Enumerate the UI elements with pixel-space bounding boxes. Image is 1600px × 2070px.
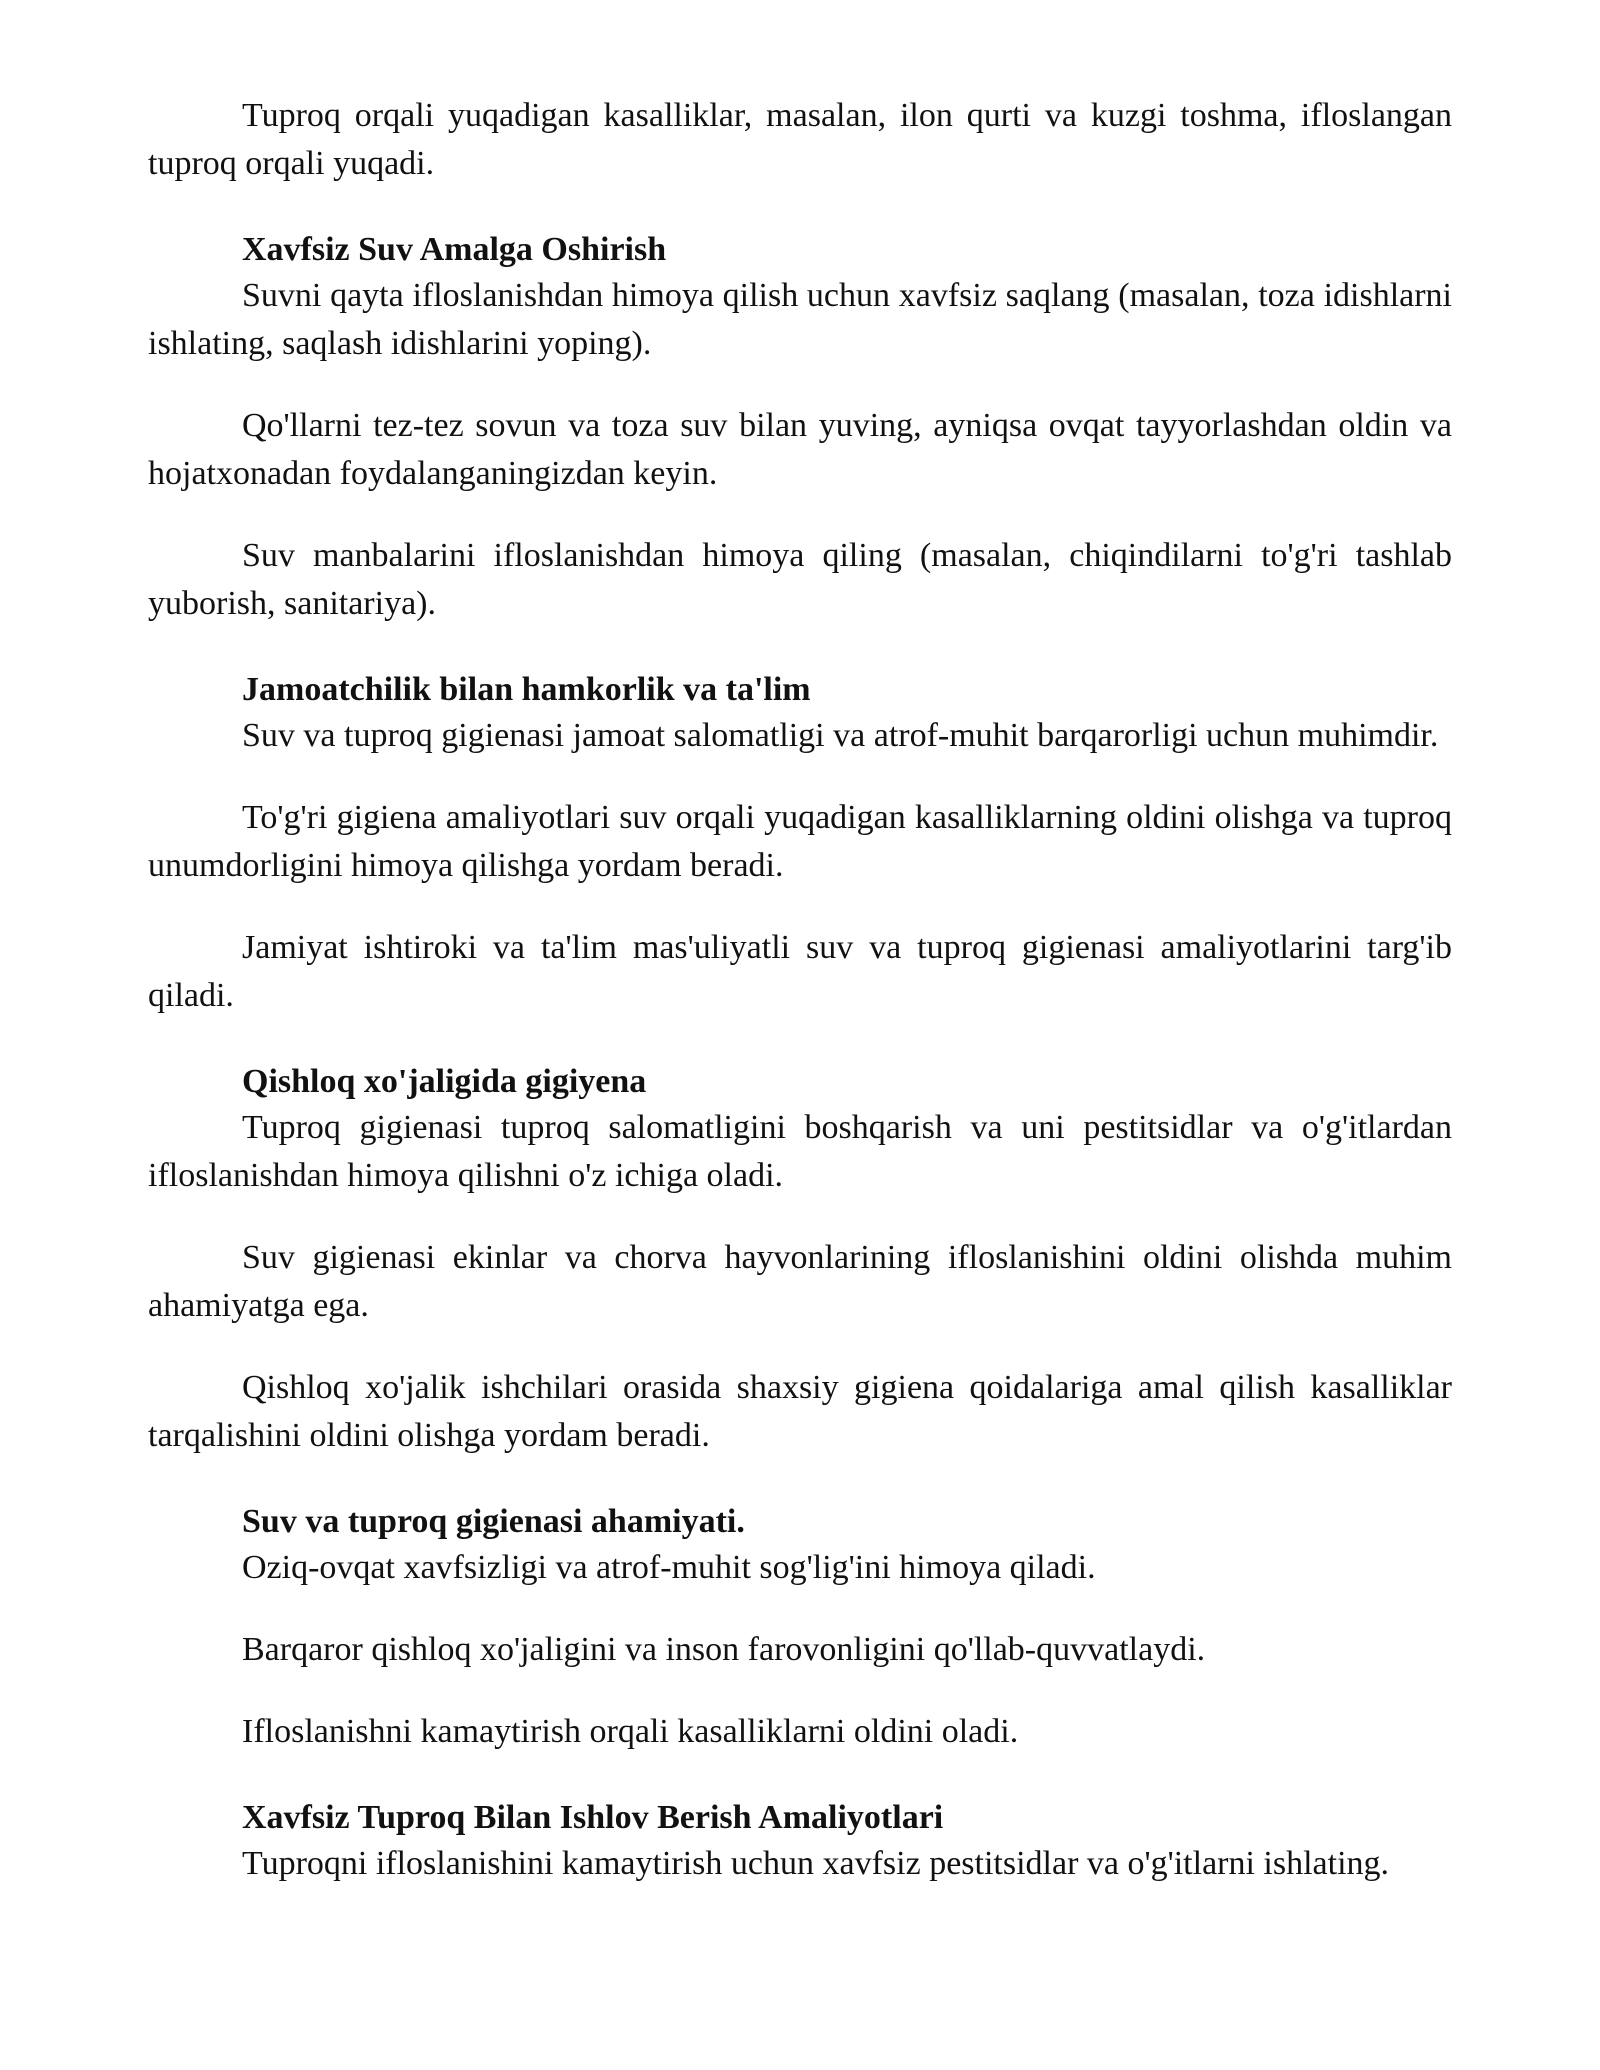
- paragraph: To'g'ri gigiena amaliyotlari suv orqali yuqadigan kasalliklarning oldini olishga va tuproq unumdorligini himoya qilishga yordam beradi.: [148, 799, 1452, 884]
- paragraph: Suvni qayta ifloslanishdan himoya qilish uchun xavfsiz saqlang (masalan, toza idishlarni ishlating, saqlash idishlarini yoping).: [148, 277, 1452, 362]
- paragraph: Tuproqni ifloslanishini kamaytirish uchun xavfsiz pestitsidlar va o'g'itlarni ishlating.: [242, 1845, 1390, 1882]
- paragraph: Tuproq orqali yuqadigan kasalliklar, masalan, ilon qurti va kuzgi toshma, ifloslangan tuproq orqali yuqadi.: [148, 97, 1452, 182]
- paragraph: Tuproq gigienasi tuproq salomatligini boshqarish va uni pestitsidlar va o'g'itlardan ifloslanishdan himoya qilishni o'z ichiga oladi.: [148, 1109, 1452, 1194]
- section-heading: Xavfsiz Tuproq Bilan Ishlov Berish Amaliyotlari: [242, 1799, 944, 1836]
- paragraph: Suv manbalarini ifloslanishdan himoya qiling (masalan, chiqindilarni to'g'ri tashlab yuborish, sanitariya).: [148, 537, 1452, 622]
- section-heading: Xavfsiz Suv Amalga Oshirish: [242, 231, 667, 268]
- section-heading: Jamoatchilik bilan hamkorlik va ta'lim: [242, 671, 811, 708]
- paragraph: Jamiyat ishtiroki va ta'lim mas'uliyatli suv va tuproq gigienasi amaliyotlarini targ'ib qiladi.: [148, 929, 1452, 1014]
- paragraph: Ifloslanishni kamaytirish orqali kasalliklarni oldini oladi.: [242, 1713, 1019, 1750]
- paragraph: Oziq-ovqat xavfsizligi va atrof-muhit sog'lig'ini himoya qiladi.: [242, 1549, 1096, 1586]
- paragraph: Qo'llarni tez-tez sovun va toza suv bilan yuving, ayniqsa ovqat tayyorlashdan oldin va hojatxonadan foydalanganingizdan keyin.: [148, 407, 1452, 492]
- paragraph: Suv gigienasi ekinlar va chorva hayvonlarining ifloslanishini oldini olishda muhim ahamiyatga ega.: [148, 1239, 1452, 1324]
- section-heading: Qishloq xo'jaligida gigiyena: [242, 1063, 647, 1100]
- paragraph: Qishloq xo'jalik ishchilari orasida shaxsiy gigiena qoidalariga amal qilish kasalliklar tarqalishini oldini olishga yordam beradi.: [148, 1369, 1452, 1454]
- document-page: [148, 92, 1452, 1888]
- section-heading: Suv va tuproq gigienasi ahamiyati.: [242, 1503, 745, 1540]
- paragraph: Suv va tuproq gigienasi jamoat salomatligi va atrof-muhit barqarorligi uchun muhimdir.: [242, 717, 1439, 754]
- paragraph: Barqaror qishloq xo'jaligini va inson farovonligini qo'llab-quvvatlaydi.: [242, 1631, 1206, 1668]
